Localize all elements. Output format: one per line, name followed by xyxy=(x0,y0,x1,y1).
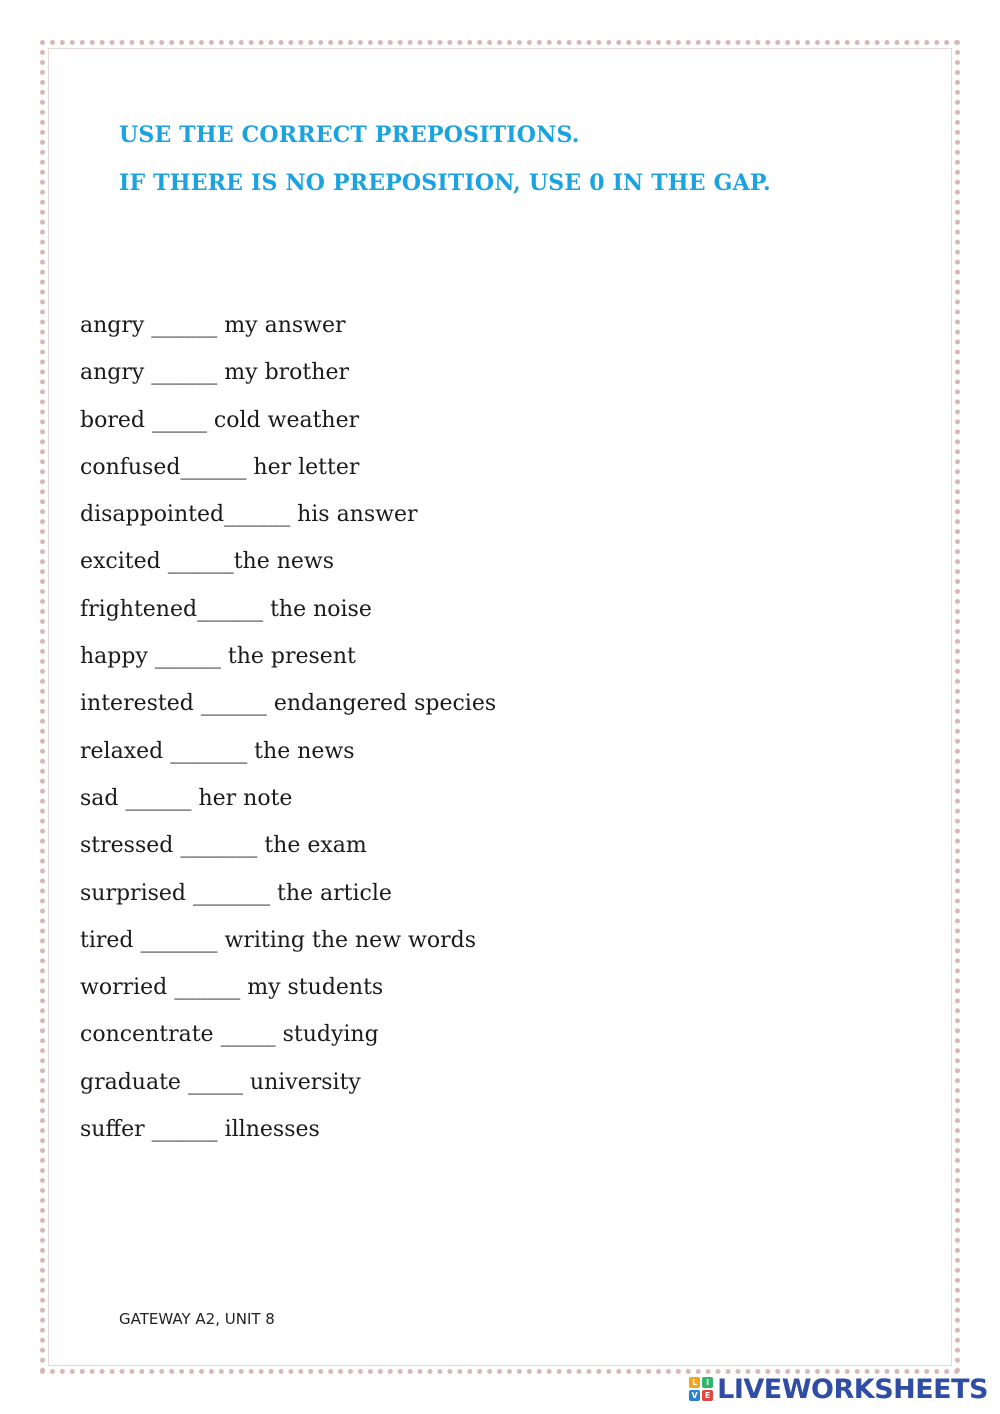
instruction-line-2: IF THERE IS NO PREPOSITION, USE 0 IN THE GAP. xyxy=(119,170,771,196)
logo-mark-icon xyxy=(689,1377,713,1401)
exercise-item: confused______ her letter xyxy=(80,454,360,480)
exercise-item: interested ______ endangered species xyxy=(80,691,497,717)
logo-letter: I xyxy=(702,1377,713,1388)
exercise-item: concentrate _____ studying xyxy=(80,1022,379,1048)
exercise-list xyxy=(80,305,496,1156)
exercise-item: disappointed______ his answer xyxy=(80,502,418,528)
footer-unit-label: GATEWAY A2, UNIT 8 xyxy=(119,1310,275,1328)
exercise-item: graduate _____ university xyxy=(80,1069,361,1095)
exercise-item: worried ______ my students xyxy=(80,975,384,1001)
exercise-item: relaxed _______ the news xyxy=(80,738,355,764)
exercise-item: excited ______the news xyxy=(80,549,335,575)
exercise-item: bored _____ cold weather xyxy=(80,407,360,433)
liveworksheets-logo[interactable] xyxy=(689,1372,988,1406)
exercise-item: stressed _______ the exam xyxy=(80,833,367,859)
instruction-line-1: USE THE CORRECT PREPOSITIONS. xyxy=(119,122,580,148)
instructions-heading xyxy=(119,118,771,214)
exercise-item: sad ______ her note xyxy=(80,785,293,811)
logo-letter: E xyxy=(702,1390,713,1401)
exercise-item: tired _______ writing the new words xyxy=(80,927,476,953)
exercise-item: suffer ______ illnesses xyxy=(80,1117,320,1143)
exercise-item: surprised _______ the article xyxy=(80,880,392,906)
exercise-item: angry ______ my answer xyxy=(80,313,346,338)
logo-letter: V xyxy=(689,1390,700,1401)
logo-wordmark: LIVEWORKSHEETS xyxy=(717,1373,988,1405)
exercise-item: angry ______ my brother xyxy=(80,360,349,386)
exercise-item: happy ______ the present xyxy=(80,644,356,670)
exercise-item: frightened______ the noise xyxy=(80,596,372,622)
logo-letter: L xyxy=(689,1377,700,1388)
